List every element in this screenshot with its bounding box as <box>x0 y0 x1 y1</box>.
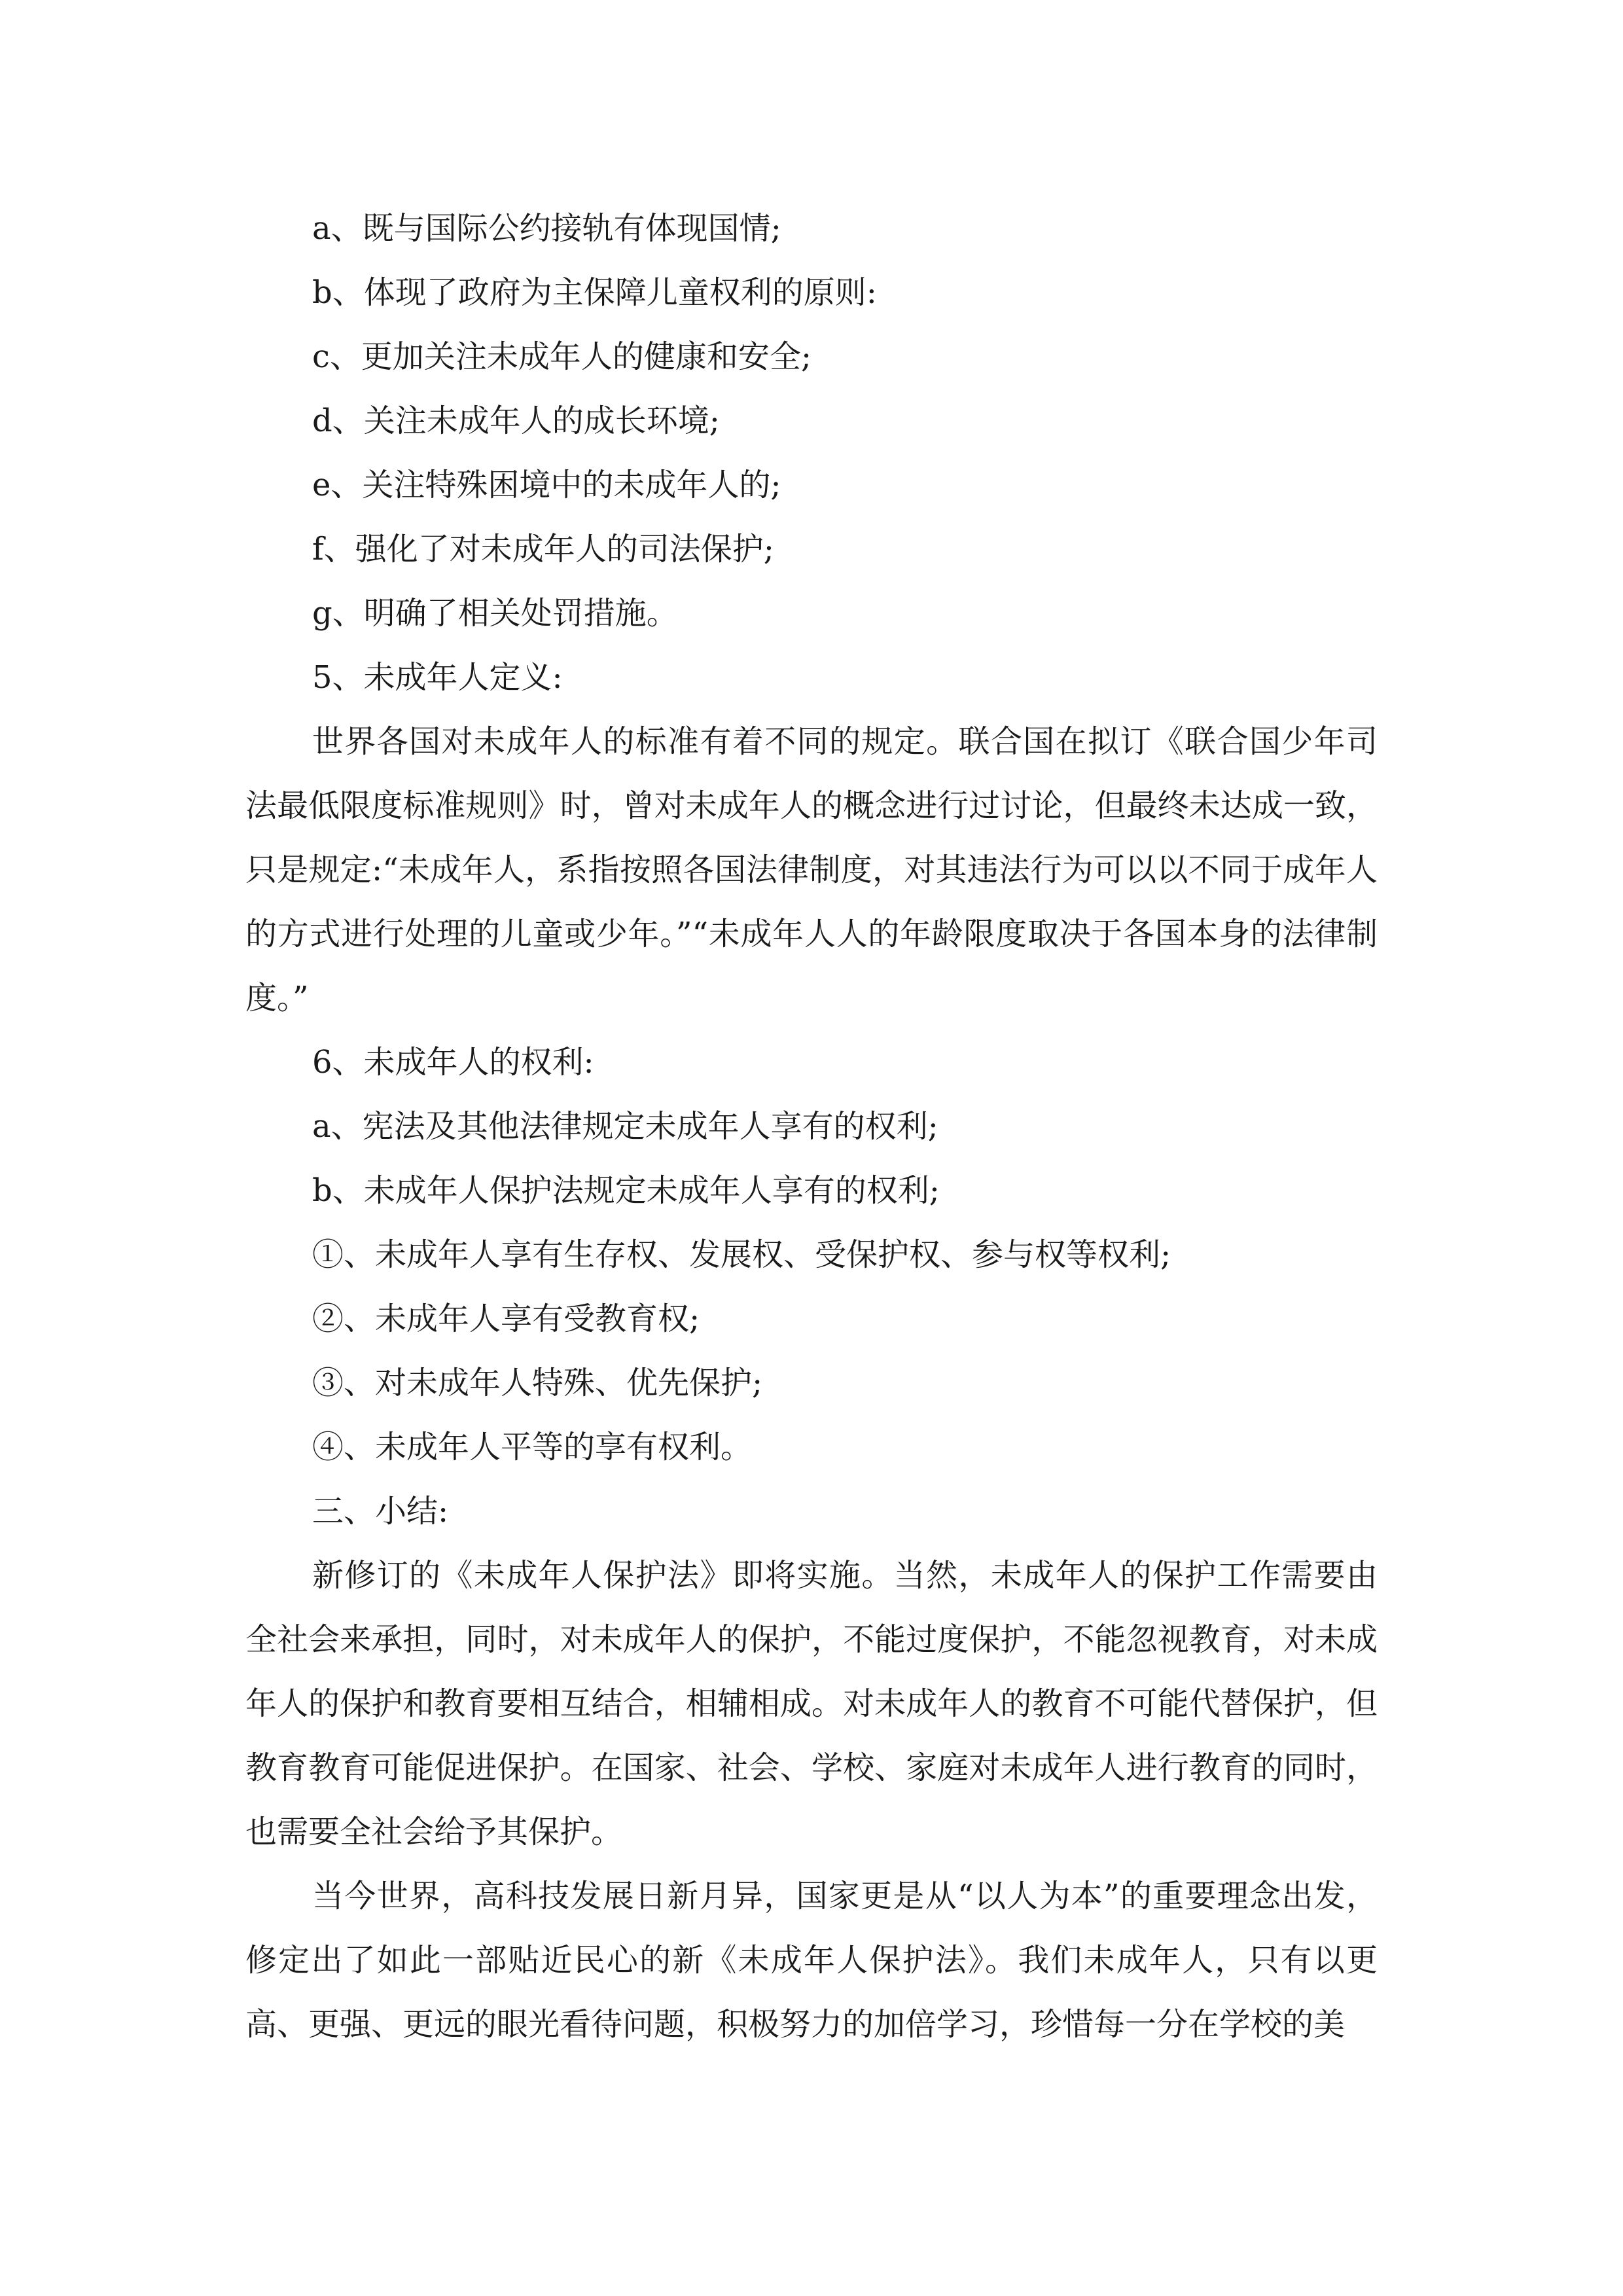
document-page <box>245 196 1378 2056</box>
paragraph-closing: 当今世界，高科技发展日新月异，国家更是从“以人为本”的重要理念出发，修定出了如此一部贴近民心的新《未成年人保护法》。我们未成年人，只有以更高、更强、更远的眼光看待问题，积极努力的加倍学习，珍惜每一分在学校的美 <box>245 1878 1378 2043</box>
rights-item-a: a、宪法及其他法律规定未成年人享有的权利; <box>312 1108 938 1145</box>
section-heading-definition: 5、未成年人定义: <box>312 659 563 696</box>
section-heading-summary: 三、小结: <box>312 1493 449 1530</box>
paragraph-summary: 新修订的《未成年人保护法》即将实施。当然，未成年人的保护工作需要由全社会来承担，同时，对未成年人的保护，不能过度保护，不能忽视教育，对未成年人的保护和教育要相互结合，相辅相成。对未成年人的教育不可能代替保护，但教育教育可能促进保护。在国家、社会、学校、家庭对未成年人进行教育的同时，也需要全社会给予其保护。 <box>245 1557 1378 1850</box>
rights-subitem-4: ④、未成年人平等的享有权利。 <box>312 1429 753 1465</box>
rights-item-b: b、未成年人保护法规定未成年人享有的权利; <box>312 1172 940 1209</box>
list-item-d: d、关注未成年人的成长环境; <box>312 403 720 439</box>
list-item-c: c、更加关注未成年人的健康和安全; <box>312 338 812 375</box>
paragraph-definition: 世界各国对未成年人的标准有着不同的规定。联合国在拟订《联合国少年司法最低限度标准规则》时，曾对未成年人的概念进行过讨论，但最终未达成一致，只是规定:“未成年人，系指按照各国法律制度，对其违法行为可以以不同于成年人的方式进行处理的儿童或少年。”“未成年人人的年龄限度取决于各国本身的法律制度。” <box>245 723 1378 1016</box>
rights-subitem-1: ①、未成年人享有生存权、发展权、受保护权、参与权等权利; <box>312 1236 1171 1273</box>
list-item-b: b、体现了政府为主保障儿童权利的原则: <box>312 274 877 311</box>
rights-subitem-2: ②、未成年人享有受教育权; <box>312 1300 700 1337</box>
rights-subitem-3: ③、对未成年人特殊、优先保护; <box>312 1365 763 1401</box>
list-item-f: f、强化了对未成年人的司法保护; <box>312 531 774 567</box>
list-item-g: g、明确了相关处罚措施。 <box>312 595 678 632</box>
section-heading-rights: 6、未成年人的权利: <box>312 1044 594 1081</box>
list-item-a: a、既与国际公约接轨有体现国情; <box>312 210 781 247</box>
list-item-e: e、关注特殊困境中的未成年人的; <box>312 467 781 503</box>
